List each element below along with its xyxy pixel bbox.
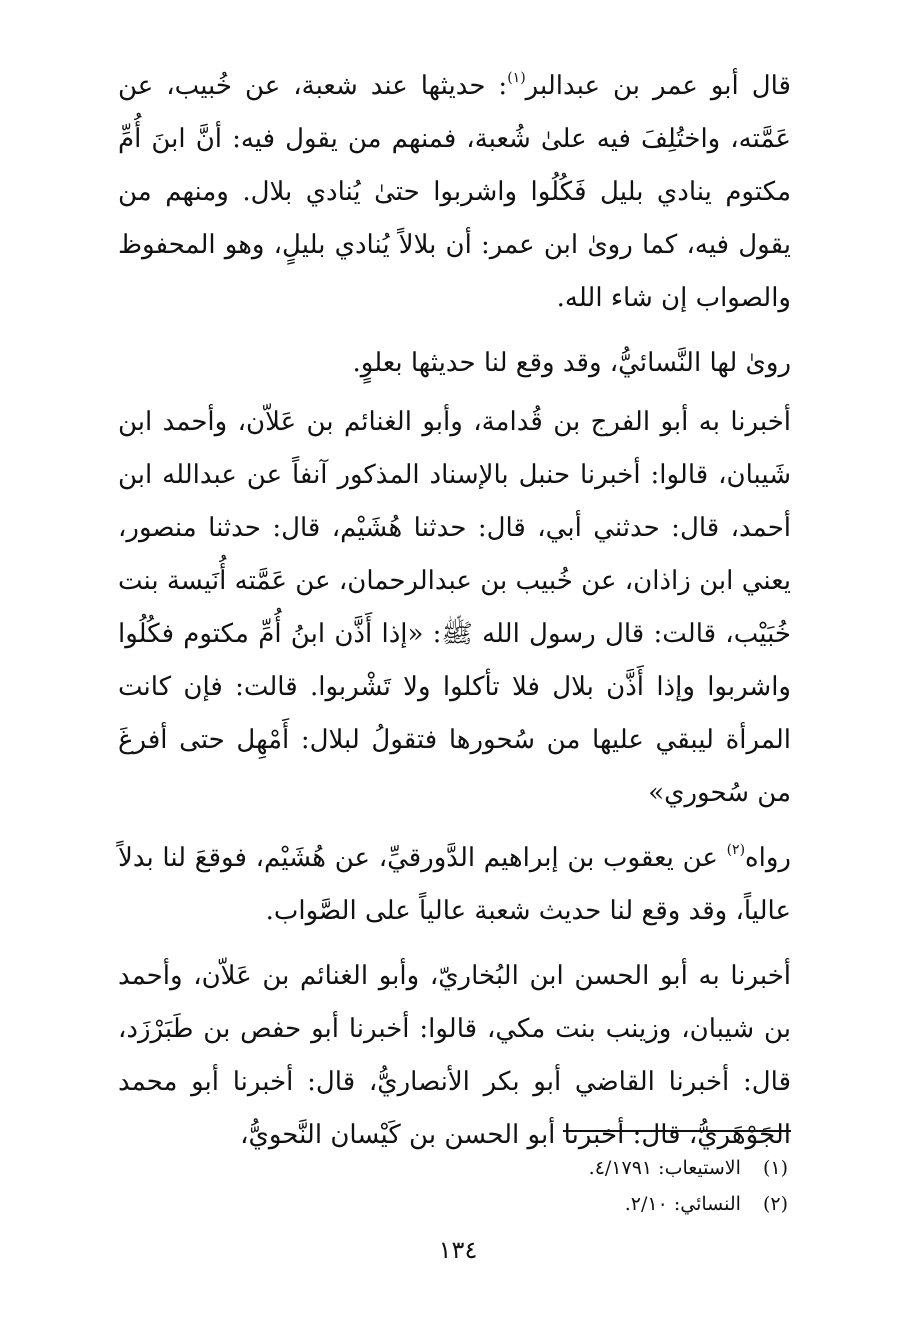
footnote-text: النسائي: ٢/١٠. (624, 1193, 741, 1215)
paragraph-nasai-narration (118, 337, 791, 390)
footnote-2 (115, 1186, 788, 1222)
footnote-number: (٢) (762, 1193, 788, 1215)
paragraph-text: روىٰ لها النَّسائيُّ، وقد وقع لنا حديثها بعلوٍ. (352, 348, 791, 378)
footnotes (115, 1150, 788, 1222)
footnote-number: (١) (762, 1157, 788, 1179)
paragraph-dawraqi (118, 832, 791, 938)
paragraph-hadith-chain (118, 396, 791, 820)
paragraph-text: : حديثها عند شعبة، عن خُبيب، عن عَمَّته، واختُلِفَ فيه علىٰ شُعبة، فمنهم من يقول فيه: أنَّ ابنَ أُمِّ مكتوم ينادي بليل فَكُلُوا واشربوا حتىٰ يُنادي بلال. ومنهم من يقول فيه، كما روىٰ ابن عمر: أن بلالاً يُنادي بليلٍ، وهو المحفوظ والصواب إن شاء الله. (118, 71, 791, 313)
main-text (118, 60, 791, 1162)
paragraph-text: أخبرنا به أبو الحسن ابن البُخاريّ، وأبو الغنائم بن عَلاّن، وأحمد بن شيبان، وزينب بنت مكي، قالوا: أخبرنا أبو حفص بن طَبَرْزَد، قال: أخبرنا القاضي أبو بكر الأنصاريُّ، قال: أخبرنا أبو محمد الجَوْهَريُّ، قال: أخبرنا أبو الحسن بن كَيْسان النَّحويُّ، (118, 961, 791, 1150)
paragraph-text: قال أبو عمر بن عبدالبر (525, 71, 791, 101)
footnote-text: الاستيعاب: ٤/١٧٩١. (588, 1157, 741, 1179)
footnote-divider (563, 1130, 791, 1132)
page-number: ١٣٤ (438, 1236, 478, 1264)
paragraph-text: أخبرنا به أبو الفرج بن قُدامة، وأبو الغنائم بن عَلاّن، وأحمد ابن شَيبان، قالوا: أخبرنا حنبل بالإسناد المذكور آنفاً عن عبدالله ابن أحمد، قال: حدثني أبي، قال: حدثنا هُشَيْم، قال: حدثنا منصور، يعني ابن زاذان، عن خُبيب بن عبدالرحمان، عن عَمَّته أُنَيسة بنت خُبَيْب، قالت: قال رسول الله ﷺ: «إذا أَذَّن ابنُ أُمِّ مكتوم فكُلُوا واشربوا وإذا أَذَّن بلال فلا تأكلوا ولا تَشْربوا. قالت: فإن كانت المرأة ليبقي عليها من سُحورها فتقولُ لبلال: أَمْهِل حتى أفرغَ من سُحوري» (118, 407, 791, 808)
paragraph-ibn-abdulbarr (118, 60, 791, 325)
footnote-marker-1: (١) (507, 70, 526, 86)
footnote-1 (115, 1150, 788, 1186)
paragraph-text: عن يعقوب بن إبراهيم الدَّورقيِّ، عن هُشَيْم، فوقعَ لنا بدلاً عالياً، وقد وقع لنا حديث شعبة عالياً على الصَّواب. (118, 843, 791, 926)
paragraph-text: رواه (745, 843, 791, 873)
footnote-marker-2: (٢) (726, 842, 746, 858)
